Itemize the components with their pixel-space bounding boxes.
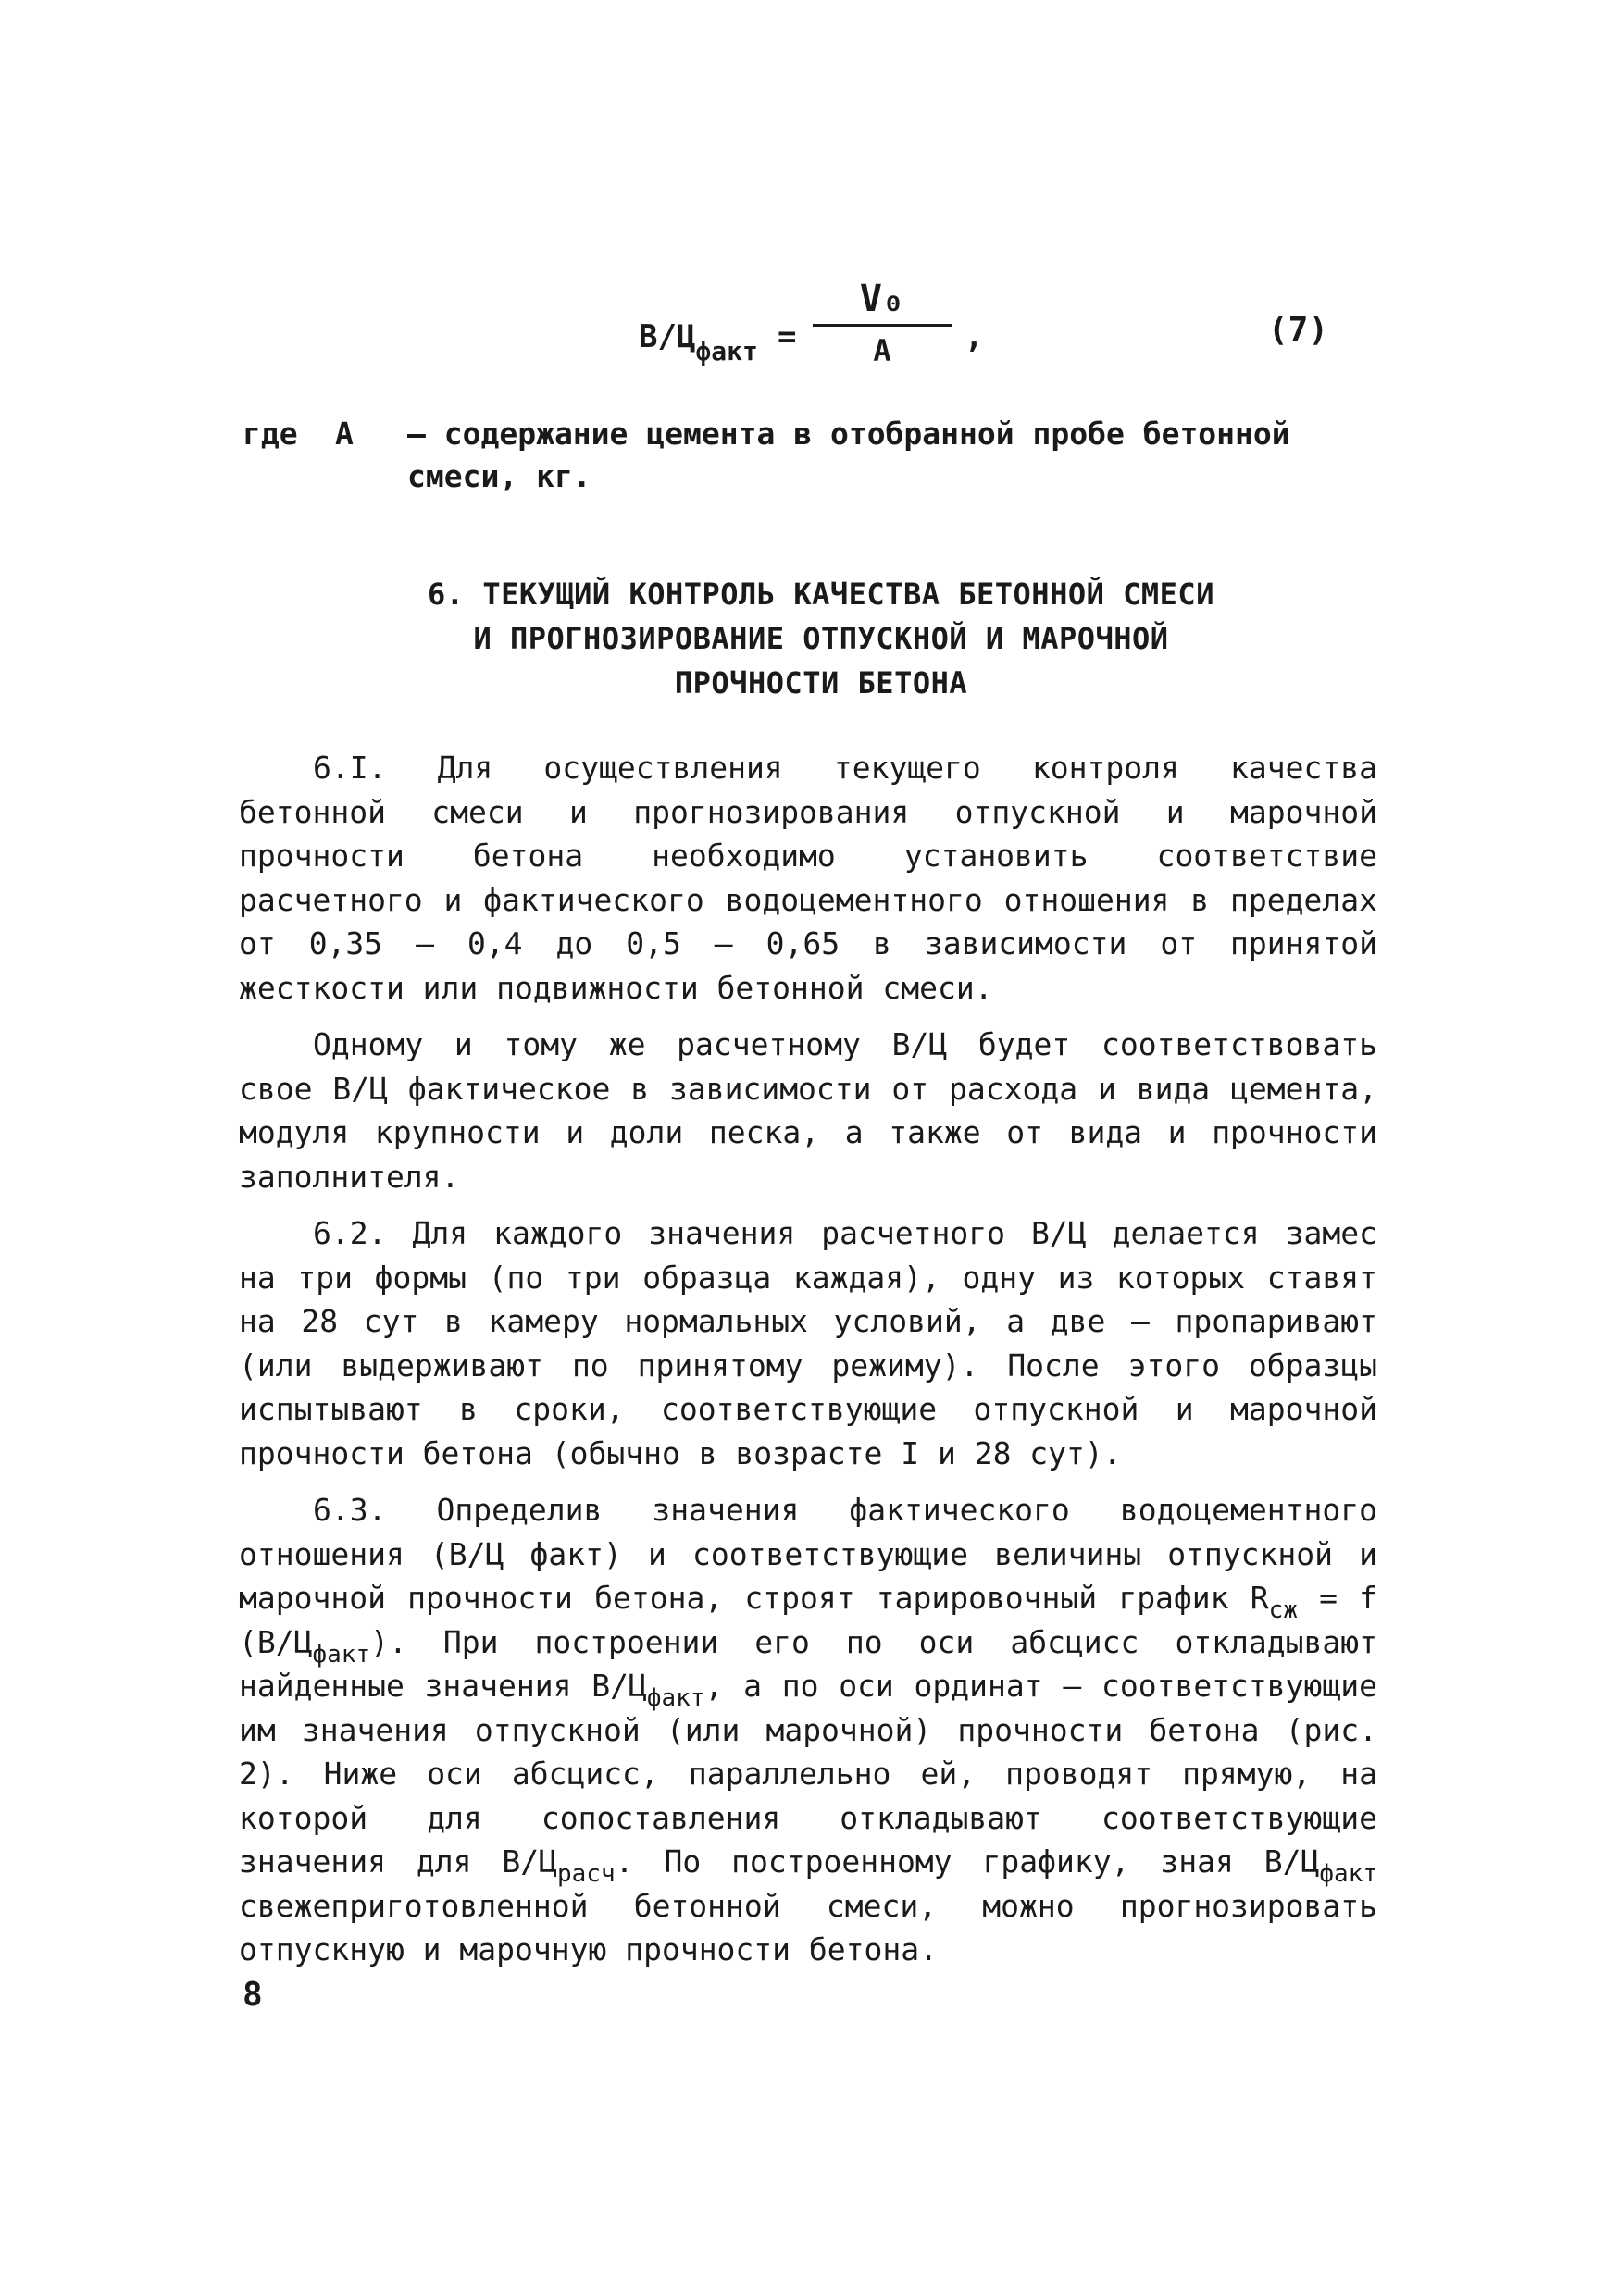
- p63-text-3: ). При построении его по оси абсцисс откладывают найденные значения В/Ц: [239, 1623, 1377, 1704]
- formula-fraction: [813, 278, 952, 369]
- p63-text-5: . По построенному графику, зная В/Ц: [615, 1843, 1320, 1880]
- fraction-bar: [813, 324, 952, 327]
- heading-line-3: ПРОЧНОСТИ БЕТОНА: [674, 665, 968, 701]
- page-number: 8: [243, 1976, 263, 2014]
- heading-line-2: И ПРОГНОЗИРОВАНИЕ ОТПУСКНОЙ И МАРОЧНОЙ: [473, 621, 1169, 656]
- formula-7: [639, 278, 1342, 389]
- paragraph-6-2: 6.2. Для каждого значения расчетного В/Ц делается замес на три формы (по три образца каждая), одну из которых ставят на 28 сут в камеру нормальных условий, а две – пропаривают (или выдерживают по принятому режиму). После этого образцы испытывают в сроки, соответствующие отпускной и марочной прочности бетона (обычно в возрасте I и 28 сут).: [239, 1215, 1377, 1471]
- p63-text-4: , а по оси ординат – соответствующие им значения отпускной (или марочной) прочности бетона (рис. 2). Ниже оси абсцисс, параллельно ей, проводят прямую, на которой для сопоставления откладывают соответствующие значения для В/Ц: [239, 1668, 1377, 1880]
- paragraph-6-1-continued: Одному и тому же расчетному В/Ц будет соответствовать свое В/Ц фактическое в зависимости от расхода и вида цемента, модуля крупности и доли песка, а также от вида и прочности заполнителя.: [239, 1026, 1377, 1195]
- formula-comma: ,: [965, 318, 984, 355]
- section-heading: [243, 572, 1400, 705]
- formula-lhs-subscript: факт: [695, 336, 758, 366]
- formula-lhs: [639, 318, 758, 366]
- p63-sub-4: расч: [557, 1860, 616, 1888]
- p63-text-1: 6.3. Определив значения фактического водоцементного отношения (В/Ц факт) и соответствующие величины отпускной и марочной прочности бетона, строят тарировочный график R: [239, 1492, 1377, 1616]
- p63-text-6: свежеприготовленной бетонной смеси, можно прогнозировать отпускную и марочную прочности бетона.: [239, 1887, 1377, 1967]
- paragraph-6-1: 6.I. Для осуществления текущего контроля качества бетонной смеси и прогнозирования отпускной и марочной прочности бетона необходимо установить соответствие расчетного и фактического водоцементного отношения в пределах от 0,35 — 0,4 до 0,5 – 0,65 в зависимости от принятой жесткости или подвижности бетонной смеси.: [239, 750, 1377, 1006]
- paragraph-6-3: [239, 1488, 1377, 1972]
- formula-number: (7): [1268, 311, 1329, 349]
- body-text: [239, 746, 1377, 1985]
- formula-lhs-main: В/Ц: [639, 318, 696, 355]
- formula-numerator: V₀: [859, 278, 905, 320]
- p63-sub-5: факт: [1319, 1860, 1377, 1888]
- p63-sub-2: факт: [312, 1640, 371, 1669]
- where-symbol: А: [335, 416, 354, 452]
- p63-text-2: = f (В/Ц: [239, 1580, 1377, 1660]
- where-word: где: [243, 416, 298, 452]
- formula-denominator: А: [873, 333, 891, 368]
- where-text: – содержание цемента в отобранной пробе бетонной смеси, кг.: [407, 416, 1290, 494]
- p63-sub-1: сж: [1268, 1596, 1298, 1624]
- heading-line-1: 6. ТЕКУЩИЙ КОНТРОЛЬ КАЧЕСТВА БЕТОННОЙ СМЕСИ: [428, 577, 1214, 612]
- p63-sub-3: факт: [646, 1684, 705, 1712]
- formula-equals: =: [778, 318, 797, 355]
